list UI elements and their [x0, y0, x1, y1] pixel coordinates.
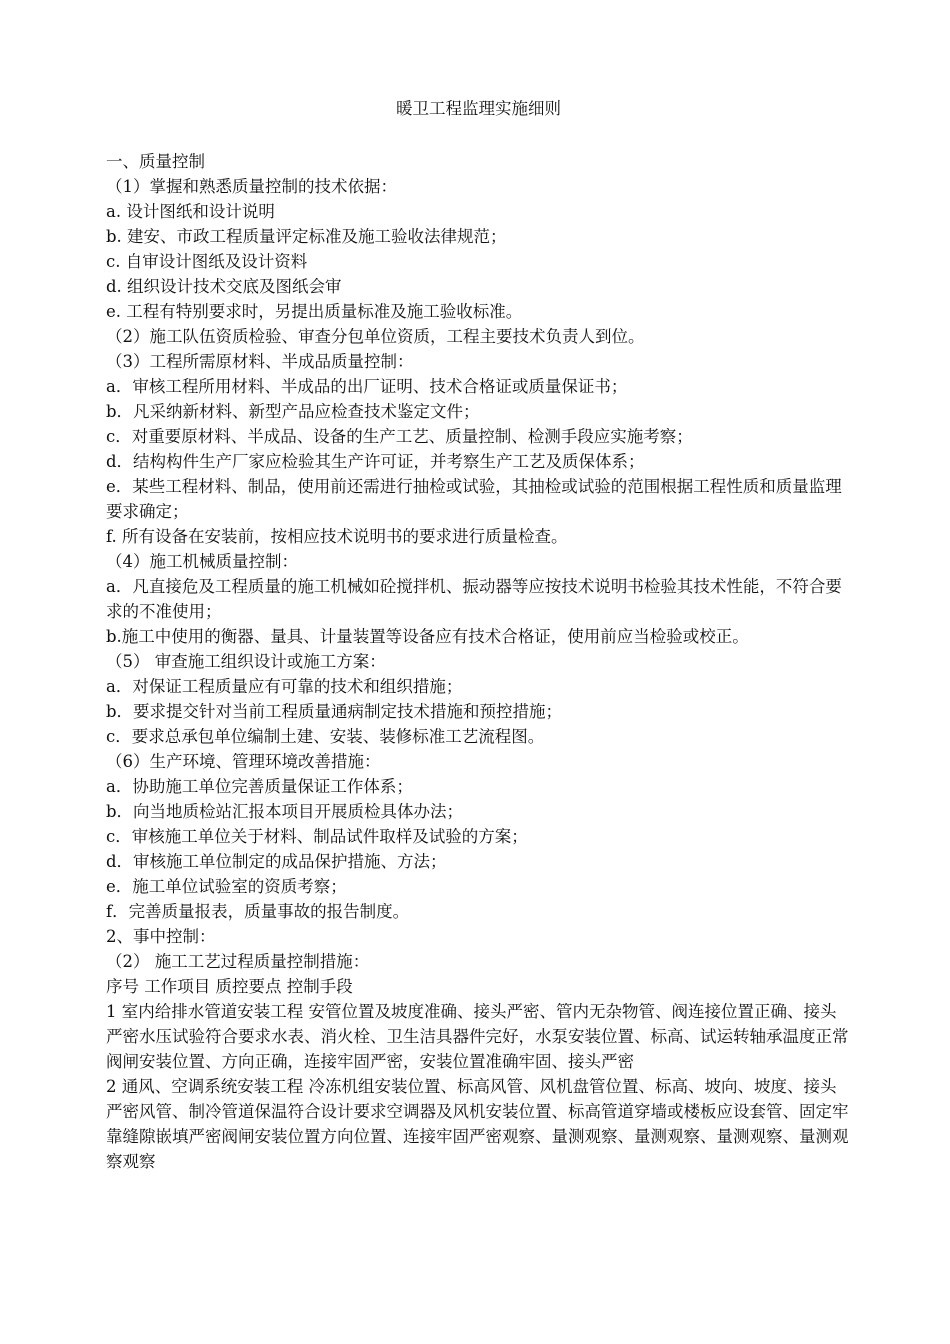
list-item: f. 所有设备在安装前，按相应技术说明书的要求进行质量检查。 [106, 527, 568, 546]
list-item: d．结构构件生产厂家应检验其生产许可证，并考察生产工艺及质保体系； [106, 452, 645, 471]
list-item: e. 工程有特别要求时，另提出质量标准及施工验收标准。 [106, 302, 523, 321]
list-item: a．协助施工单位完善质量保证工作体系； [106, 777, 413, 796]
subsection-heading: （4）施工机械质量控制： [106, 552, 298, 571]
list-item: e．施工单位试验室的资质考察； [106, 877, 347, 896]
document-title: 暖卫工程监理实施细则 [396, 99, 561, 118]
subsection-heading: （6）生产环境、管理环境改善措施： [106, 752, 381, 771]
table-row: 1 室内给排水管道安装工程 安管位置及坡度准确、接头严密、管内无杂物管、阀连接位置正确、接头严密水压试验符合要求水表、消火栓、卫生洁具器件完好，水泵安装位置、标高、试运转轴承温度正常阀闸安装位置、方向正确，连接牢固严密，安装位置准确牢固、接头严密 [106, 1002, 849, 1071]
subsection-heading: （1）掌握和熟悉质量控制的技术依据： [106, 177, 397, 196]
list-item: b．要求提交针对当前工程质量通病制定技术措施和预控措施； [106, 702, 563, 721]
list-item: a．凡直接危及工程质量的施工机械如砼搅拌机、振动器等应按技术说明书检验其技术性能，不符合要求的不准使用； [106, 577, 842, 621]
list-item: d．审核施工单位制定的成品保护措施、方法； [106, 852, 447, 871]
list-item: a. 设计图纸和设计说明 [106, 202, 275, 221]
list-item: b.施工中使用的衡器、量具、计量装置等设备应有技术合格证，使用前应当检验或校正。 [106, 627, 749, 646]
section-heading: 一、质量控制 [106, 152, 205, 171]
list-item: d. 组织设计技术交底及图纸会审 [106, 277, 342, 296]
list-item: c．要求总承包单位编制土建、安装、装修标准工艺流程图。 [106, 727, 545, 746]
list-item: e．某些工程材料、制品，使用前还需进行抽检或试验，其抽检或试验的范围根据工程性质和质量监理要求确定； [106, 477, 842, 521]
subsection-heading: （2）施工队伍资质检验、审查分包单位资质，工程主要技术负责人到位。 [106, 327, 645, 346]
list-item: c. 自审设计图纸及设计资料 [106, 252, 308, 271]
section-heading: 2、事中控制： [106, 927, 216, 946]
subsection-heading: （5） 审查施工组织设计或施工方案： [106, 652, 386, 671]
list-item: f．完善质量报表，质量事故的报告制度。 [106, 902, 410, 921]
list-item: b．向当地质检站汇报本项目开展质检具体办法； [106, 802, 464, 821]
document-body [106, 149, 851, 1174]
list-item: a．对保证工程质量应有可靠的技术和组织措施； [106, 677, 463, 696]
document-page [106, 96, 851, 1174]
list-item: c．审核施工单位关于材料、制品试件取样及试验的方案； [106, 827, 528, 846]
table-header: 序号 工作项目 质控要点 控制手段 [106, 977, 353, 996]
list-item: c．对重要原材料、半成品、设备的生产工艺、质量控制、检测手段应实施考察； [106, 427, 693, 446]
list-item: a．审核工程所用材料、半成品的出厂证明、技术合格证或质量保证书； [106, 377, 628, 396]
table-row: 2 通风、空调系统安装工程 冷冻机组安装位置、标高风管、风机盘管位置、标高、坡向、坡度、接头严密风管、制冷管道保温符合设计要求空调器及风机安装位置、标高管道穿墙或楼板应设套管、固定牢靠缝隙嵌填严密阀闸安装位置方向位置、连接牢固严密观察、量测观察、量测观察、量测观察、量测观察观察 [106, 1077, 849, 1171]
list-item: b．凡采纳新材料、新型产品应检查技术鉴定文件； [106, 402, 480, 421]
subsection-heading: （3）工程所需原材料、半成品质量控制： [106, 352, 414, 371]
list-item: b. 建安、市政工程质量评定标准及施工验收法律规范； [106, 227, 507, 246]
subsection-heading: （2） 施工工艺过程质量控制措施： [106, 952, 370, 971]
